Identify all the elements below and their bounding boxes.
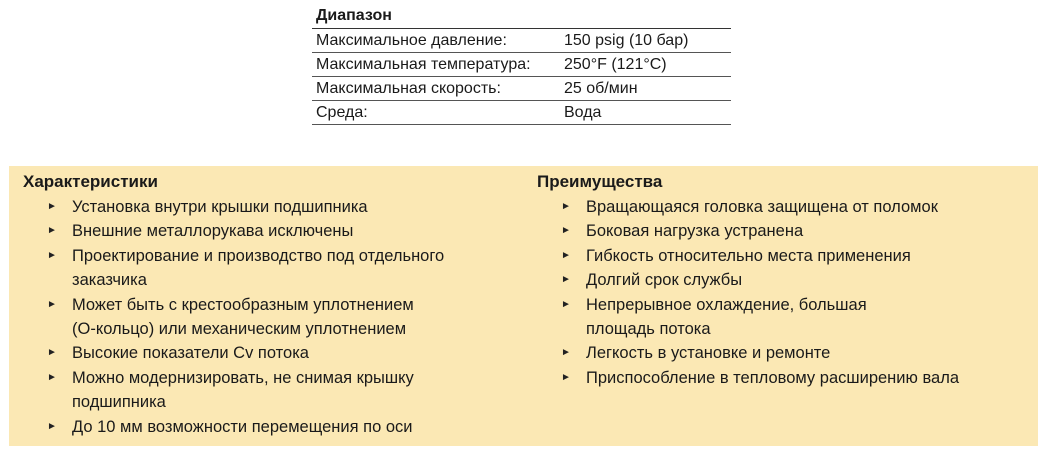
list-item-text: До 10 мм возможности перемещения по оси [72, 417, 413, 436]
list-item-text: Проектирование и производство под отдельного заказчика [72, 246, 445, 290]
spec-value: Вода [564, 104, 602, 121]
list-item-text: Установка внутри крышки подшипника [72, 198, 368, 216]
bullet-arrow-icon: ► [47, 347, 57, 359]
list-item [23, 341, 523, 365]
specs-table [312, 4, 731, 125]
list-item [537, 219, 1032, 243]
list-item-text: Может быть с крестообразным уплотнением (О-кольцо) или механическим уплотнением [72, 295, 414, 339]
bullet-arrow-icon: ► [561, 371, 571, 383]
features-title: Характеристики [23, 172, 158, 191]
spec-row-pressure [312, 29, 731, 53]
list-item [537, 195, 1032, 219]
bullet-arrow-icon: ► [561, 249, 571, 261]
features-benefits-panel [9, 166, 1038, 446]
list-item [537, 341, 1032, 365]
list-item-text: Вращающаяся головка защищена от поломок [586, 198, 938, 216]
spec-row-medium [312, 101, 731, 125]
spec-label: Максимальная температура: [316, 56, 531, 73]
list-item [537, 293, 1032, 342]
list-item-text: Долгий срок службы [586, 271, 743, 290]
list-item-text: Высокие показатели Cv потока [72, 344, 309, 363]
list-item-text: Можно модернизировать, не снимая крышку подшипника [72, 368, 414, 412]
list-item [23, 293, 523, 342]
spec-label: Среда: [316, 104, 368, 121]
bullet-arrow-icon: ► [47, 420, 57, 432]
list-item [23, 366, 523, 415]
list-item-text: Гибкость относительно места применения [586, 246, 911, 265]
list-item-text: Легкость в установке и ремонте [586, 344, 831, 363]
bullet-arrow-icon: ► [47, 225, 57, 237]
spec-row-temperature [312, 53, 731, 77]
spec-value: 150 psig (10 бар) [564, 32, 689, 49]
specs-title: Диапазон [312, 4, 731, 29]
features-list [23, 195, 523, 439]
benefits-title: Преимущества [537, 172, 663, 191]
features-column [23, 170, 523, 439]
bullet-arrow-icon: ► [47, 249, 57, 261]
list-item [23, 415, 523, 439]
bullet-arrow-icon: ► [561, 274, 571, 286]
list-item [23, 219, 523, 243]
list-item [537, 268, 1032, 292]
bullet-arrow-icon: ► [47, 201, 57, 212]
bullet-arrow-icon: ► [561, 201, 571, 212]
list-item [537, 244, 1032, 268]
spec-value: 250°F (121°C) [564, 56, 667, 73]
list-item [23, 195, 523, 219]
list-item-text: Внешние металлорукава исключены [72, 222, 354, 241]
benefits-list [537, 195, 1032, 390]
spec-row-speed [312, 77, 731, 101]
bullet-arrow-icon: ► [561, 225, 571, 237]
spec-value: 25 об/мин [564, 80, 638, 97]
list-item [23, 244, 523, 293]
list-item-text: Приспособление в тепловому расширению вала [586, 368, 960, 387]
bullet-arrow-icon: ► [561, 347, 571, 359]
bullet-arrow-icon: ► [47, 371, 57, 383]
list-item-text: Боковая нагрузка устранена [586, 222, 804, 241]
list-item-text: Непрерывное охлаждение, большая площадь потока [586, 295, 867, 339]
spec-label: Максимальное давление: [316, 32, 507, 49]
bullet-arrow-icon: ► [561, 298, 571, 310]
bullet-arrow-icon: ► [47, 298, 57, 310]
benefits-column [537, 170, 1032, 390]
list-item [537, 366, 1032, 390]
spec-label: Максимальная скорость: [316, 80, 501, 97]
